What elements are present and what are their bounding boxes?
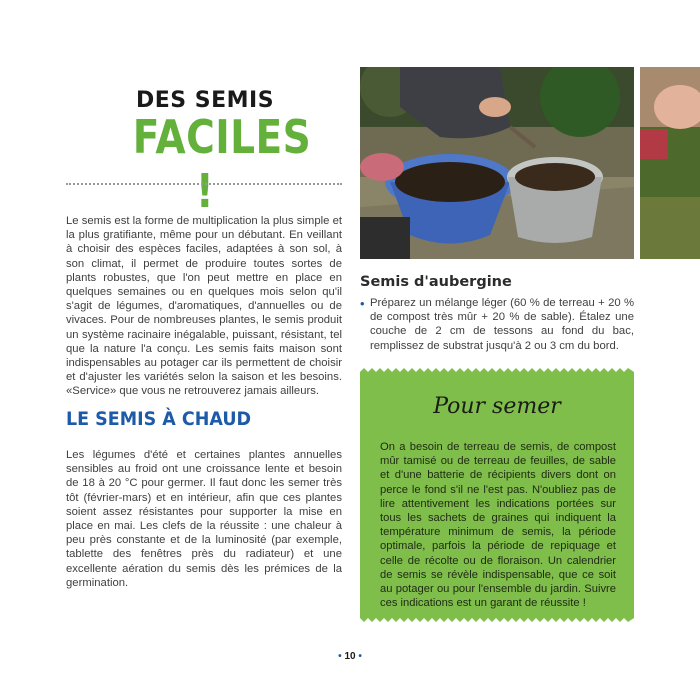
semis-bullet [360, 296, 634, 353]
zigzag-top [360, 368, 634, 376]
photo-sowing-buckets [360, 67, 634, 259]
page-number [320, 651, 380, 662]
semis-bullet-text: Préparez un mélange léger (60 % de terreau + 20 % de compost très mûr + 20 % de sable). Étalez une couche de 2 cm de tessons au fond du bac, remplissez de substrat jusqu'à 2 ou 3 cm du bord. [370, 297, 634, 352]
tip-box [360, 372, 634, 618]
bullet-icon: • [360, 296, 365, 311]
section-heading: LE SEMIS À CHAUD [66, 408, 252, 430]
title-line-2: FACILES ! [132, 110, 312, 218]
tip-box-title: Pour semer [433, 394, 561, 419]
page-dot-right: • [358, 651, 362, 662]
tip-box-text: On a besoin de terreau de semis, de compost mûr tamisé ou de terreau de feuilles, de sable et d'une batterie de récipients divers dont on perce le fond s'il ne l'est pas. N'oubliez pas de lire attentivement les indications portées sur tous les sachets de graines qui indiquent la température minimum de semis, la période optimale, parfois la période de repiquage et celle de récolte ou de floraison. Un calendrier de semis se révèle indispensable, que ce soit au potager ou pour l'ensemble du jardin. Suivre ces indications est un garant de réussite ! [380, 441, 616, 610]
title-line-1: DES SEMIS [135, 88, 275, 113]
page-dot-left: • [338, 651, 342, 662]
intro-paragraph: Le semis est la forme de multiplication la plus simple et la plus gratifiante, même pour un débutant. En veillant à choisir des espèces faciles, adaptées à son sol, à son climat, il permet de produire toutes sortes de plants robustes, que l'on peut mettre en place en quelques semaines ou en quelques mois selon qu'il s'agit de légumes, d'aromatiques, d'annuelles ou de vivaces. Pour de nombreuses plantes, le semis produit un système racinaire inégalable, puissant, résistant, tel que la nature l'a conçu. Les semis faits maison sont indispensables au potager car ils permettent de choisir et d'ajuster les variétés selon la saison et les besoins. «Service» que vous ne retrouverez jamais ailleurs. [66, 215, 342, 398]
photo-hand [640, 67, 700, 259]
zigzag-bottom [360, 614, 634, 622]
semis-title: Semis d'aubergine [360, 274, 512, 290]
section-paragraph: Les légumes d'été et certaines plantes annuelles sensibles au froid ont une croissance lente et besoin de 18 à 20 °C pour germer. Il faut donc les semer très tôt (février-mars) et en intérieur, afin que ces plantes soient assez résistantes pour supporter la mise en place en mai. Les clefs de la réussite : une chaleur à peu près constante et de la luminosité (par exemple, tablette des fenêtres près du radiateur) et une excellente aération du semis dès les prémices de la germination. [66, 449, 342, 589]
page-number-value: 10 [344, 651, 356, 662]
dotted-divider [66, 183, 342, 185]
